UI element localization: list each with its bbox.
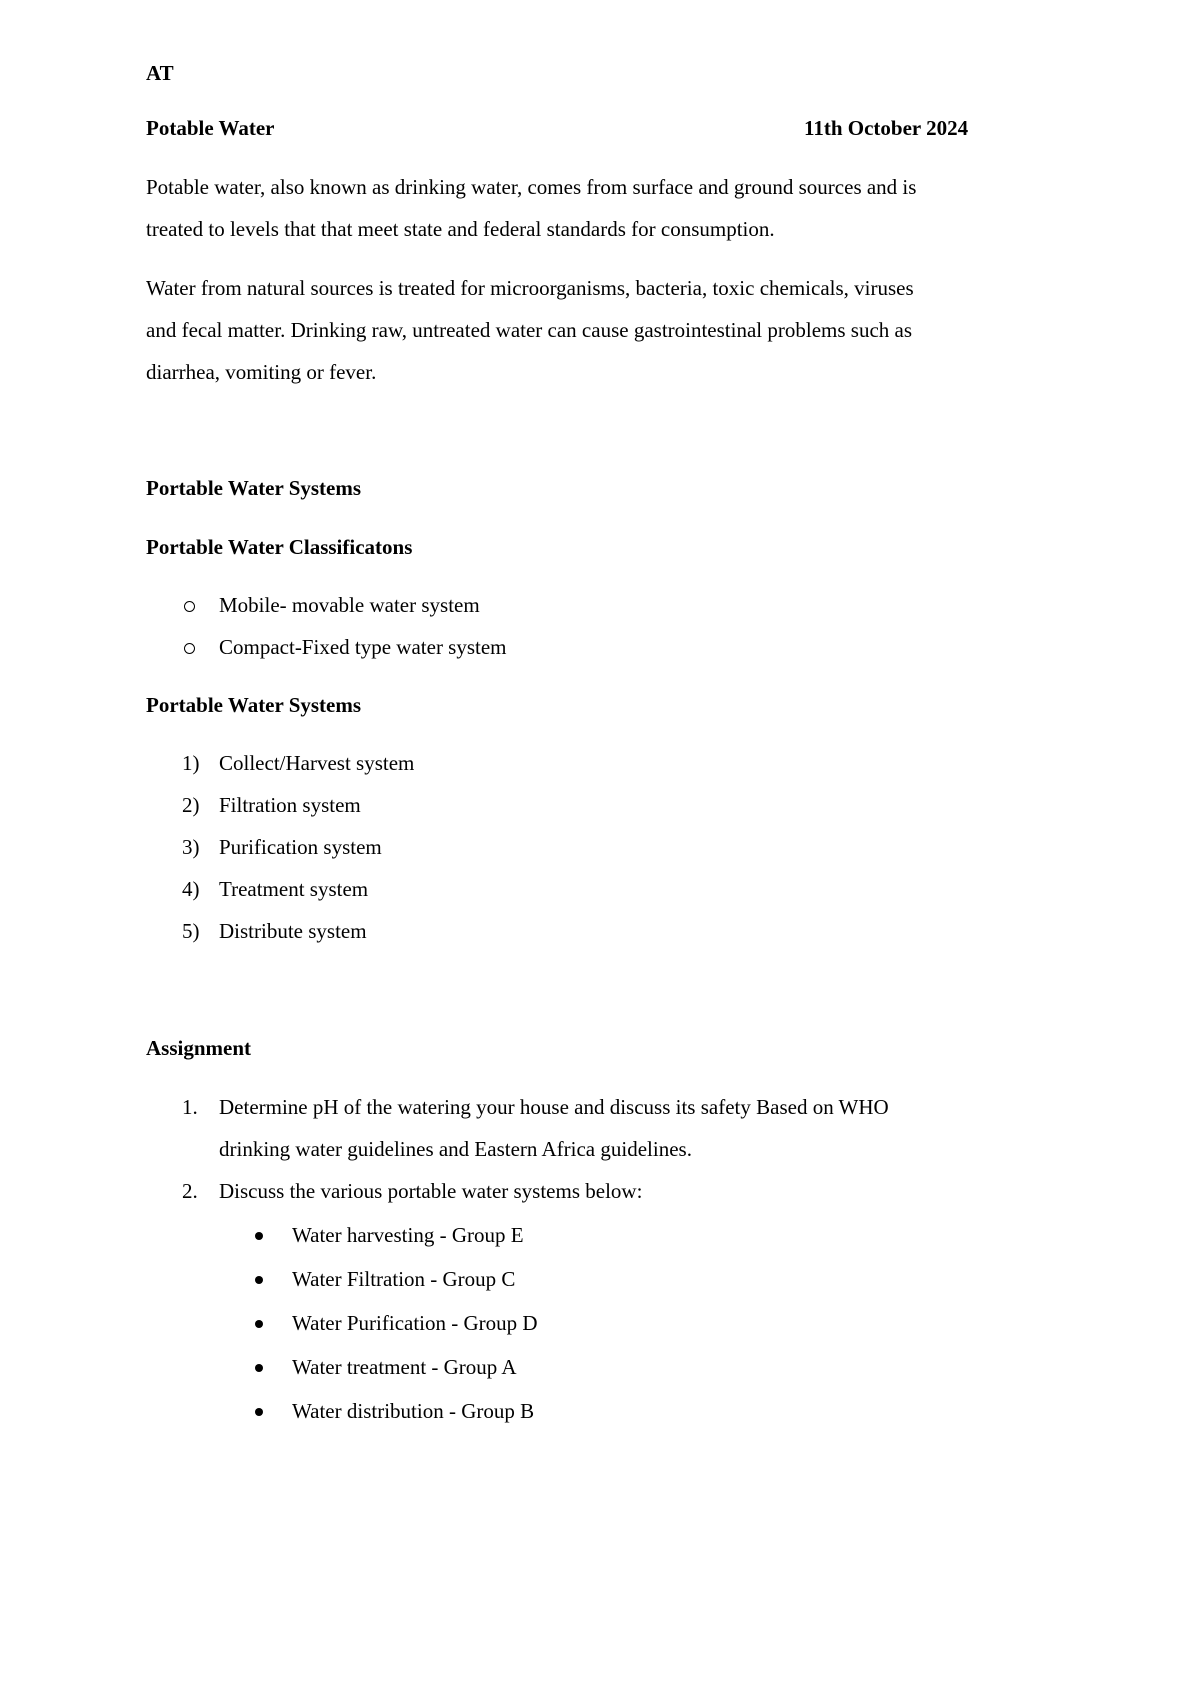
list-item-text: Collect/Harvest system [219, 751, 415, 775]
list-number: 1. [182, 1095, 198, 1119]
bullet-icon [255, 1320, 263, 1328]
hollow-bullet-icon [184, 601, 195, 612]
paragraph-line: diarrhea, vomiting or fever. [146, 360, 377, 384]
list-item-text: Filtration system [219, 793, 361, 817]
paragraph-line: Potable water, also known as drinking water, comes from surface and ground sources and is [146, 175, 917, 199]
systems-list-heading: Portable Water Systems [146, 693, 362, 717]
list-number: 3) [182, 835, 200, 859]
paragraph-line: Water from natural sources is treated for microorganisms, bacteria, toxic chemicals, viruses [146, 276, 914, 300]
list-item-text: Mobile- movable water system [219, 593, 480, 617]
author-initials: AT [146, 61, 174, 85]
document-title: Potable Water [146, 116, 275, 140]
list-item-text: Distribute system [219, 919, 367, 943]
bullet-icon [255, 1232, 263, 1240]
bullet-icon [255, 1364, 263, 1372]
list-number: 5) [182, 919, 200, 943]
document-date: 11th October 2024 [804, 116, 969, 140]
list-number: 2. [182, 1179, 198, 1203]
list-item-text: Water Purification - Group D [292, 1311, 538, 1335]
list-item-text: Water treatment - Group A [292, 1355, 517, 1379]
classifications-heading: Portable Water Classificatons [146, 535, 413, 559]
list-item-text: Water Filtration - Group C [292, 1267, 516, 1291]
list-item-text: Purification system [219, 835, 382, 859]
list-item-text: Determine pH of the watering your house and discuss its safety Based on WHO [219, 1095, 889, 1119]
list-item-text: Compact-Fixed type water system [219, 635, 507, 659]
systems-heading: Portable Water Systems [146, 476, 362, 500]
assignment-heading: Assignment [146, 1036, 252, 1060]
list-number: 4) [182, 877, 200, 901]
list-item-text: Water distribution - Group B [292, 1399, 535, 1423]
bullet-icon [255, 1276, 263, 1284]
paragraph-line: and fecal matter. Drinking raw, untreated water can cause gastrointestinal problems such as [146, 318, 913, 342]
paragraph-line: treated to levels that that meet state and federal standards for consumption. [146, 217, 775, 241]
list-number: 2) [182, 793, 200, 817]
list-number: 1) [182, 751, 200, 775]
hollow-bullet-icon [184, 643, 195, 654]
list-item-text: drinking water guidelines and Eastern Africa guidelines. [219, 1137, 692, 1161]
list-item-text: Treatment system [219, 877, 369, 901]
list-item-text: Water harvesting - Group E [292, 1223, 524, 1247]
list-item-text: Discuss the various portable water systems below: [219, 1179, 643, 1203]
bullet-icon [255, 1408, 263, 1416]
